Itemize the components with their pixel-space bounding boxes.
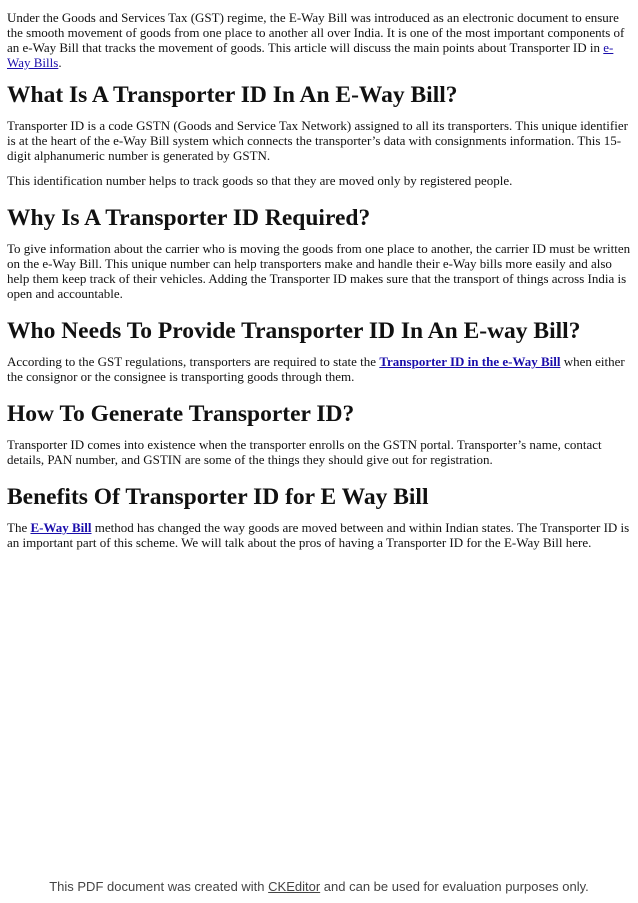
document-page [7,10,631,560]
benefits-paragraph [7,520,631,550]
heading-who-needs: Who Needs To Provide Transporter ID In An E-way Bill? [7,318,581,344]
heading-why-required: Why Is A Transporter ID Required? [7,205,371,231]
what-paragraph-2: This identification number helps to track goods so that they are moved only by registered people. [7,173,513,188]
who-paragraph [7,354,631,384]
how-paragraph: Transporter ID comes into existence when the transporter enrolls on the GSTN portal. Transporter’s name, contact details, PAN number, and GSTIN are some of the things they should give out for registration. [7,437,602,467]
why-paragraph: To give information about the carrier who is moving the goods from one place to another, the carrier ID must be written on the e-Way Bill. This unique number can help transporters make and handle their e-Way bills more easily and also help them keep track of their vehicles. Adding the Transporter ID makes sure that the transport of things across India is open and accountable. [7,241,631,301]
intro-paragraph [7,10,631,70]
e-way-bill-link[interactable]: E-Way Bill [30,520,92,535]
pdf-footer-notice [0,879,638,894]
e-way-bills-link[interactable]: e-Way Bills [7,40,614,70]
footer-text-after: and can be used for evaluation purposes only. [320,879,589,894]
intro-text: Under the Goods and Services Tax (GST) regime, the E-Way Bill was introduced as an electronic document to ensure the smooth movement of goods from one place to another all over India. It is one of the most important components of an e-Way Bill that tracks the movement of goods. This article will discuss the main points about Transporter ID in [7,10,625,55]
what-paragraph-1: Transporter ID is a code GSTN (Goods and Service Tax Network) assigned to all its transporters. This unique identifier is at the heart of the e-Way Bill system which connects the transporter’s data with consignments information. This 15-digit alphanumeric number is generated by GSTN. [7,118,628,163]
who-text-after: when either the consignor or the consignee is transporting goods through them. [7,354,625,384]
who-text-before: According to the GST regulations, transporters are required to state the [7,354,380,369]
benefits-text-before: The [7,520,31,535]
footer-text-before: This PDF document was created with [49,879,269,894]
benefits-text-after: method has changed the way goods are moved between and within Indian states. The Transporter ID is an important part of this scheme. We will talk about the pros of having a Transporter ID for the E-Way Bill here. [7,520,630,550]
heading-what-is-transporter-id: What Is A Transporter ID In An E-Way Bill? [7,82,458,108]
intro-end: . [58,55,62,70]
ckeditor-link[interactable]: CKEditor [268,879,321,894]
transporter-id-link[interactable]: Transporter ID in the e-Way Bill [379,354,561,369]
heading-benefits: Benefits Of Transporter ID for E Way Bill [7,484,429,510]
heading-how-to-generate: How To Generate Transporter ID? [7,401,355,427]
